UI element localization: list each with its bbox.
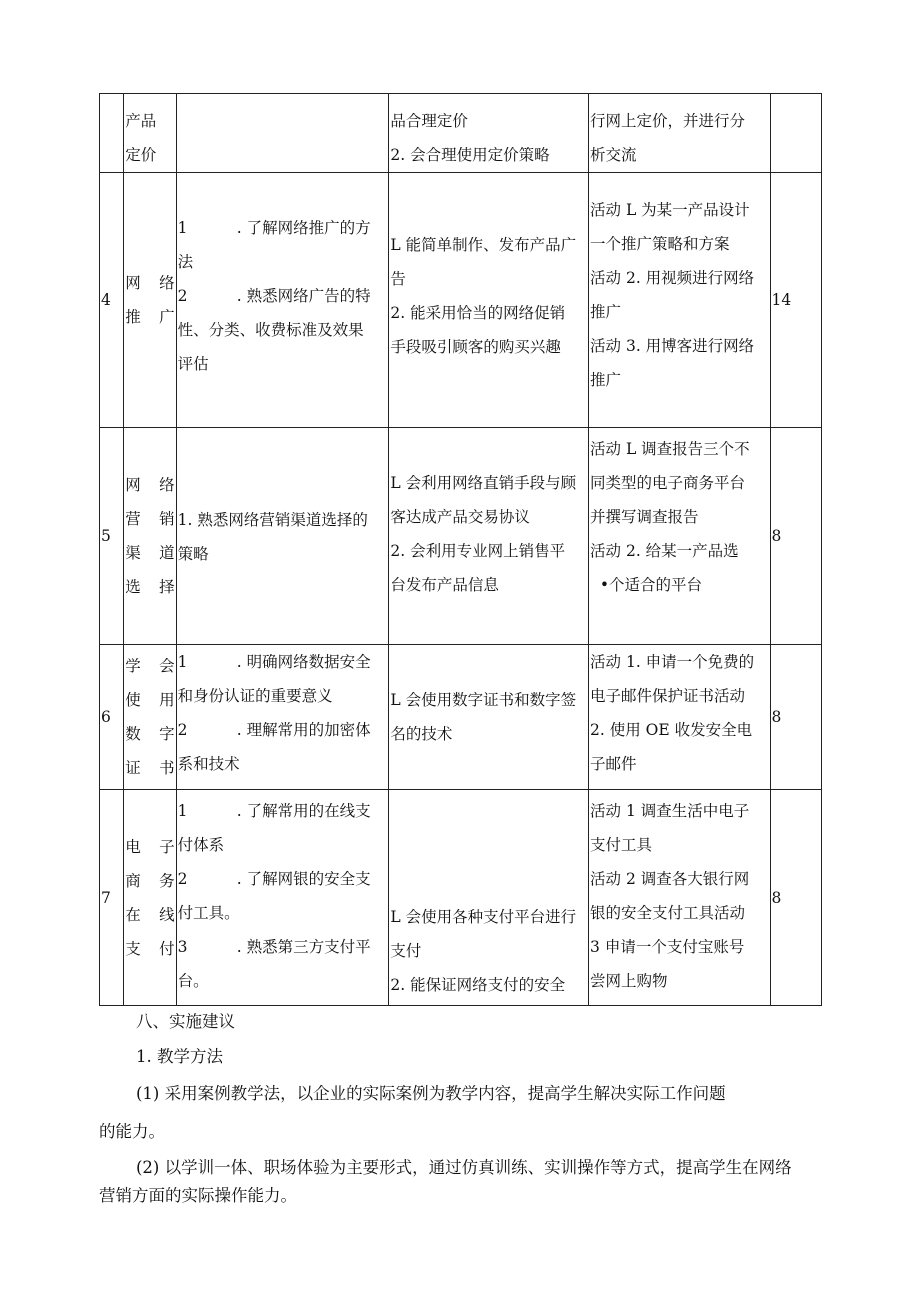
skill-objective: 品合理定价 2. 会合理使用定价策略	[389, 94, 589, 173]
table-row	[100, 94, 822, 173]
skill-objective: L 会使用各种支付平台进行 支付 2. 能保证网络支付的安全	[389, 790, 589, 1006]
hours: 14	[770, 173, 821, 428]
unit-name: 网络 推广	[124, 173, 176, 428]
subsection-heading: 1. 教学方法	[136, 1047, 223, 1066]
hours: 8	[770, 428, 821, 645]
hours: 8	[770, 645, 821, 790]
knowledge-objective	[176, 94, 389, 173]
knowledge-objective: 1 . 了解常用的在线支 付体系 2 . 了解网银的安全支 付工具。 3 . 熟悉第三方支付平 台。	[176, 790, 389, 1006]
paragraph-line: (1) 采用案例教学法，以企业的实际案例为教学内容，提高学生解决实际工作问题	[136, 1084, 726, 1103]
table-row	[100, 173, 822, 428]
row-number: 7	[100, 790, 124, 1006]
knowledge-objective: 1 . 了解网络推广的方 法 2 . 熟悉网络广告的特 性、分类、收费标准及效果 评估	[176, 173, 389, 428]
knowledge-objective: 1 . 明确网络数据安全 和身份认证的重要意义 2 . 理解常用的加密体 系和技术	[176, 645, 389, 790]
paragraph-line: (2) 以学训一体、职场体验为主要形式，通过仿真训练、实训操作等方式，提高学生在网络	[136, 1158, 792, 1177]
paragraph-line: 营销方面的实际操作能力。	[99, 1186, 297, 1205]
paragraph-line: 的能力。	[99, 1122, 165, 1141]
row-number: 4	[100, 173, 124, 428]
hours: 8	[770, 790, 821, 1006]
skill-objective: L 会使用数字证书和数字签 名的技术	[389, 645, 589, 790]
learning-activities: 活动 L 调查报告三个不 同类型的电子商务平台 并撰写调查报告 活动 2. 给某一产品选 •个适合的平台	[589, 428, 771, 645]
table-row	[100, 428, 822, 645]
course-table	[99, 93, 822, 1006]
unit-name: 网络 营销 渠道 选择	[124, 428, 176, 645]
skill-objective: L 会利用网络直销手段与顾 客达成产品交易协议 2. 会利用专业网上销售平 台发布产品信息	[389, 428, 589, 645]
learning-activities: 活动 1. 申请一个免费的 电子邮件保护证书活动 2. 使用 OE 收发安全电 子邮件	[589, 645, 771, 790]
learning-activities: 活动 L 为某一产品设计 一个推广策略和方案 活动 2. 用视频进行网络 推广 活动 3. 用博客进行网络 推广	[589, 173, 771, 428]
learning-activities: 活动 1 调查生活中电子 支付工具 活动 2 调查各大银行网 银的安全支付工具活动 3 申请一个支付宝账号 尝网上购物	[589, 790, 771, 1006]
knowledge-objective: 1. 熟悉网络营销渠道选择的 策略	[176, 428, 389, 645]
section-heading: 八、实施建议	[136, 1012, 235, 1031]
table-row	[100, 790, 822, 1006]
table-row	[100, 645, 822, 790]
row-number: 5	[100, 428, 124, 645]
unit-name: 学会 使用 数字 证书	[124, 645, 176, 790]
row-number	[100, 94, 124, 173]
unit-name: 产品 定价	[124, 94, 176, 173]
skill-objective: L 能简单制作、发布产品广 告 2. 能采用恰当的网络促销 手段吸引顾客的购买兴趣	[389, 173, 589, 428]
unit-name: 电子 商务 在线 支付	[124, 790, 176, 1006]
learning-activities: 行网上定价，并进行分 析交流	[589, 94, 771, 173]
row-number: 6	[100, 645, 124, 790]
hours	[770, 94, 821, 173]
